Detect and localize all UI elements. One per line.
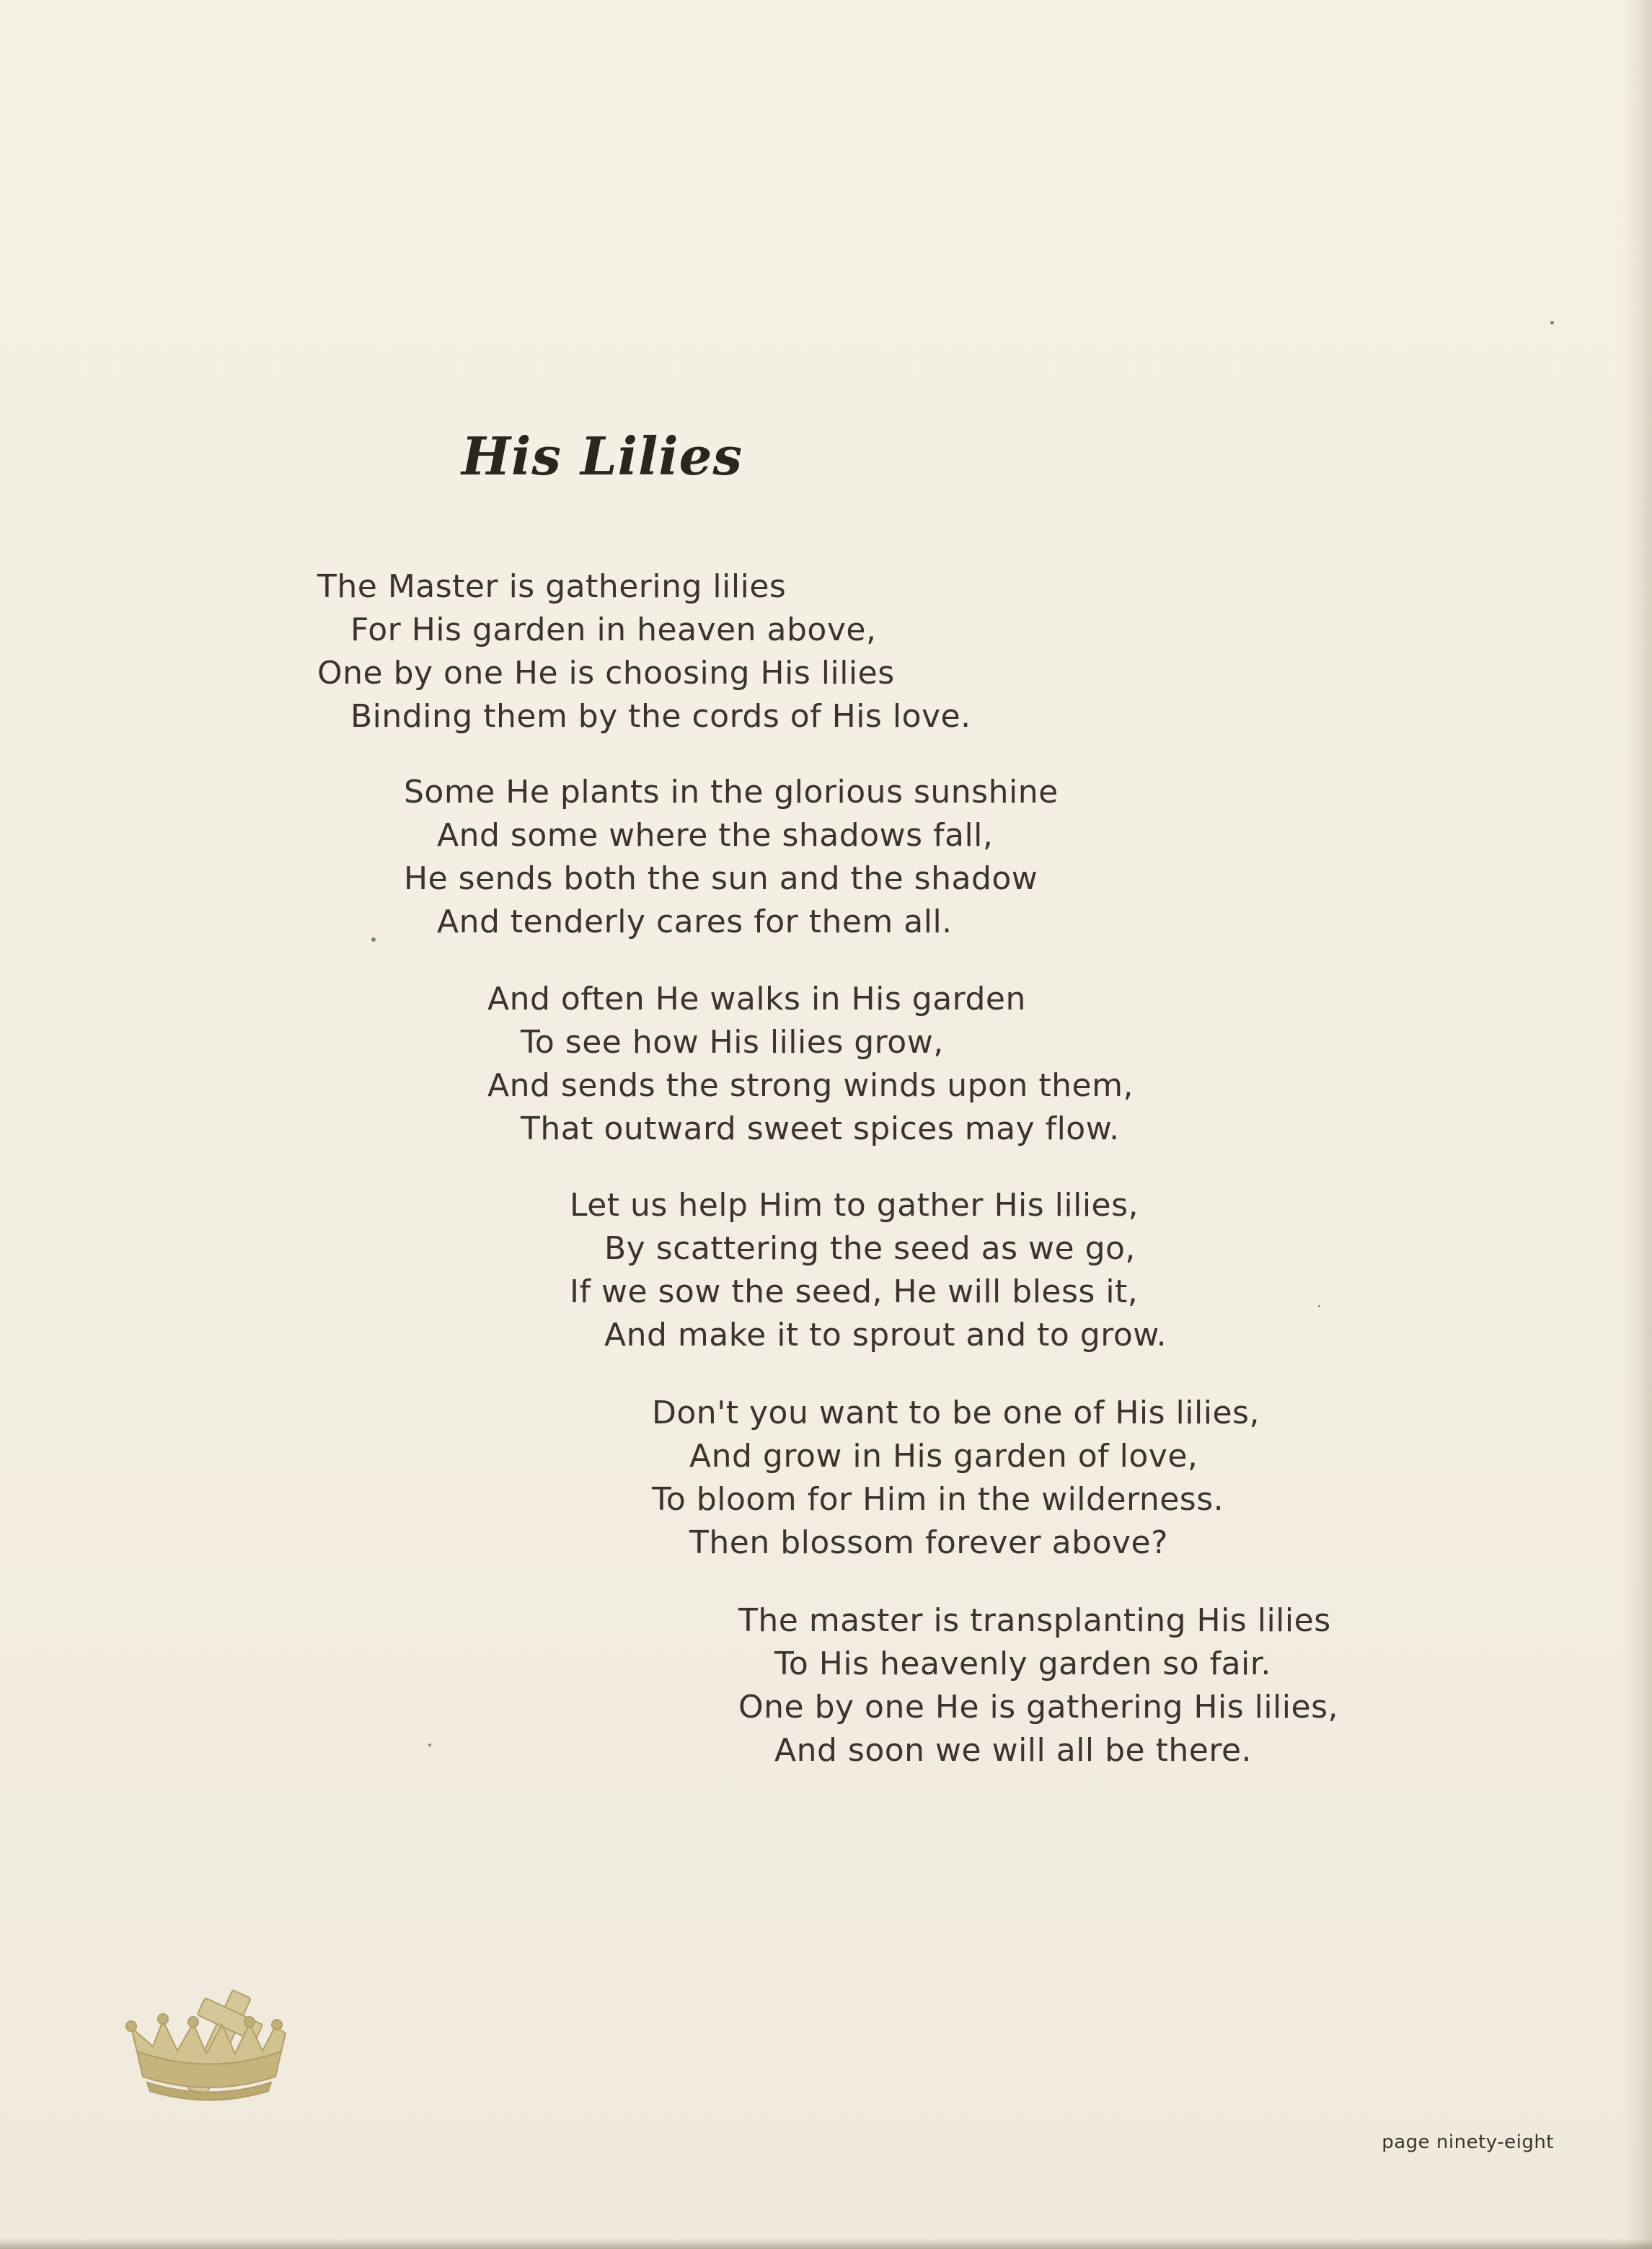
poem-line: And make it to sprout and to grow. [604, 1317, 1167, 1353]
poem-line: To His heavenly garden so fair. [774, 1645, 1271, 1682]
paper-speck [1550, 321, 1554, 324]
poem-line: The master is transplanting His lilies [738, 1602, 1331, 1639]
poem-line: Then blossom forever above? [689, 1524, 1168, 1561]
poem-line: And often He walks in His garden [487, 981, 1026, 1017]
poem-line: And some where the shadows fall, [437, 817, 994, 854]
crown-with-cross-icon [115, 1983, 303, 2113]
poem-line: And soon we will all be there. [774, 1732, 1253, 1769]
poem-line: For His garden in heaven above, [350, 611, 877, 648]
poem-line: That outward sweet spices may flow. [521, 1110, 1120, 1147]
page-number: page ninety-eight [1382, 2131, 1554, 2153]
page-bottom-edge [0, 2239, 1652, 2249]
poem-line: To bloom for Him in the wilderness. [652, 1481, 1224, 1518]
poem-line: And sends the strong winds upon them, [487, 1067, 1134, 1104]
poem-line: Some He plants in the glorious sunshine [404, 774, 1059, 810]
poem-line: One by one He is gathering His lilies, [738, 1689, 1338, 1726]
poem-line: And grow in His garden of love, [689, 1438, 1198, 1475]
poem-line: If we sow the seed, He will bless it, [570, 1273, 1139, 1310]
poem-line: One by one He is choosing His lilies [317, 655, 895, 692]
poem-line: Binding them by the cords of His love. [350, 698, 971, 735]
poem-line: He sends both the sun and the shadow [404, 860, 1038, 897]
poem-line: By scattering the seed as we go, [604, 1230, 1136, 1267]
poem-line: Don't you want to be one of His lilies, [652, 1395, 1260, 1431]
poem-line: The Master is gathering lilies [317, 568, 787, 605]
poem-line: And tenderly cares for them all. [437, 903, 953, 940]
paper-speck [428, 1744, 431, 1746]
page-edge-shadow [1623, 0, 1652, 2249]
poem-line: Let us help Him to gather His lilies, [570, 1187, 1139, 1224]
poem-line: To see how His lilies grow, [521, 1024, 944, 1061]
paper-speck [1318, 1305, 1320, 1307]
paper-speck [371, 937, 376, 942]
poem-title: His Lilies [461, 425, 743, 487]
